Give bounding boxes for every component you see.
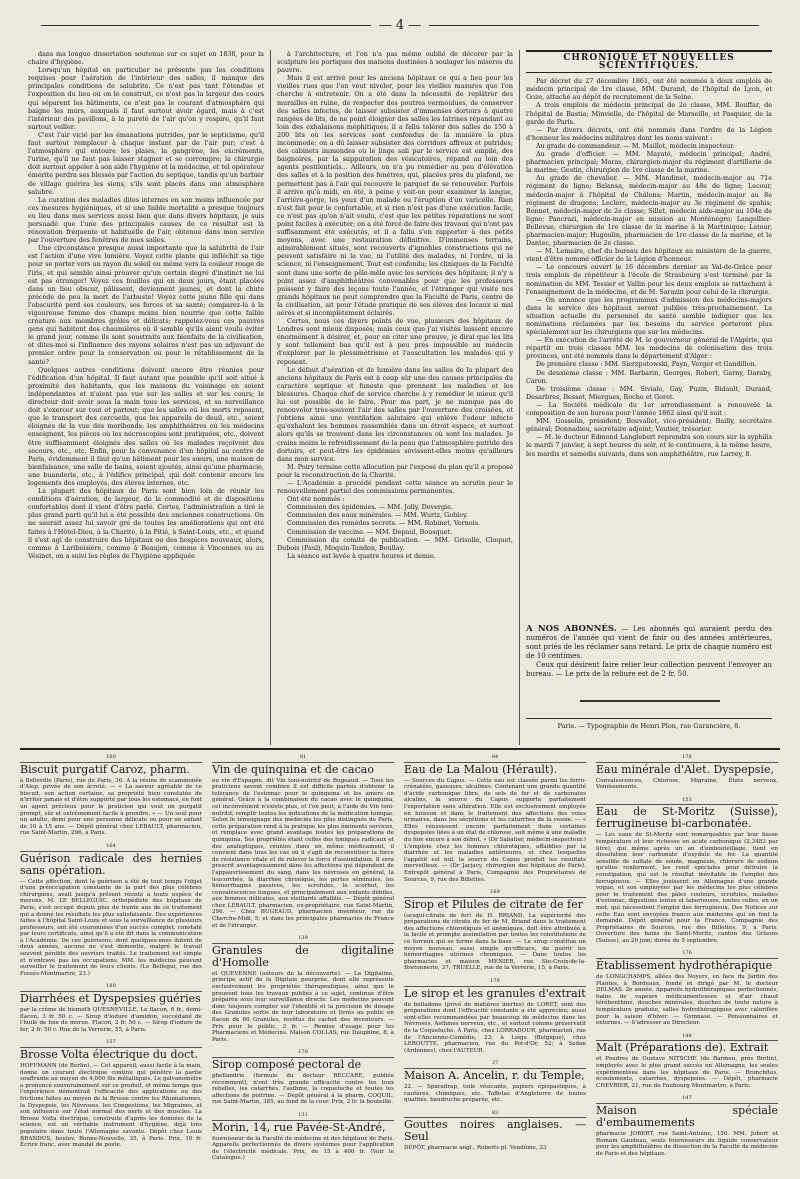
advertisement: [404, 1060, 586, 1103]
advertisement: [404, 1110, 586, 1152]
column-divider: [270, 50, 271, 745]
ad-column: [20, 754, 202, 1169]
ad-headline: Eau de La Malou (Hérault).: [404, 762, 586, 776]
advertisement: [596, 1033, 778, 1090]
paragraph: M. Poiry termine cette allocution par l'exposé du plan qu'il a proposé pour la reconstruction de la Charité.: [277, 462, 513, 479]
ad-headline: Eau de St-Moritz (Suisse), ferrugineuse bi-carbonatée.: [596, 805, 778, 831]
ads-top-rule: [20, 748, 780, 750]
advertisement: [404, 754, 586, 883]
ad-headline: Guérison radicale des hernies sans opération.: [20, 851, 202, 877]
ad-body: et Poudres de Gustave NITSCHE (de Barmen, près Berlin), employés avec le plus grand succès en Allemagne, les seules expérimentées dans les hôpitaux de Paris. — Bronchites, écoulements, catarrhes, dyspepsies. — Dépôt, pharmacie CHEVRIER, 21, rue du Faubourg Montmartre, à Paris.: [596, 1056, 778, 1089]
ad-column: [596, 754, 778, 1169]
ad-body: phellandrie (formule du docteur BECCARE, publiée récemment), n'ont très grande efficacité contre les toux rebelles, les catarrhes, l'asthme, la coqueluche et toutes les affections de poitrine. — Dépôt général à la pharm. COQUIL, rue Saint-Martin, 385, au fond de la cour. Prix, 2 fr. la bouteille.: [212, 1072, 394, 1106]
imprint: Paris. — Typographie de Henri Plon, rue Garancière, 8.: [526, 718, 772, 730]
ad-number: 170: [298, 1049, 308, 1056]
advertisement: [596, 754, 778, 791]
ad-headline: Sirop composé pectoral de: [212, 1057, 394, 1071]
ornament-divider: [580, 700, 720, 706]
article-column-2: [277, 50, 513, 640]
abonnes-text2: Ceux qui désirent faire relier leur collection peuvent l'envoyer au bureau. — Le prix de la reliure est de 2 fr. 50.: [526, 661, 772, 678]
ad-number: 176: [682, 950, 692, 957]
ad-headline: Biscuit purgatif Caroz, pharm.: [20, 762, 202, 776]
ad-number: 139: [298, 935, 308, 942]
advertisement: [596, 1095, 778, 1157]
paragraph: Ont été nommés :: [287, 495, 345, 504]
advertisement: [596, 950, 778, 1026]
paragraph: De troisième classe : MM. Siviale, Gay, Puzin, Bidault, Durand, Desarbres, Besset, Miergues, Roche et Goret.: [526, 384, 772, 401]
paragraph: Mais il est arrivé pour les anciens hôpitaux ce qui a lieu pour les vieilles rues que l'on veut niveler, pour les vieilles masures que l'on cherche à entretenir. On a été dans la nécessité de replâtrer des murailles en ruine, de respecter des poutres vermoulues, de conserver des salles infectes, de laisser subsister d'immenses dortoirs à quatre rangées de lits, de ne point éloigner des salles les latrines répandant au loin des exhalaisons méphitiques; il a fallu tolérer des salles de 150 à 200 lits où les services sont confondus de la manière la plus incommode; on a dû laisser subsister des corridors affreux et putrides; des cabinets immondes où le linge sali par le service est empilé, des baignoires, par la suppuration des vésicatoires, répand au loin des agents pestilentiels... Ailleurs, on n'a pu remédier au peu d'élévation des salles et à la position des fenêtres, qui, placées près du plafond, ne permettent pas à l'air qui recouvre le parquet de se renouveler. Parfois il arrive qu'à midi, en été, à peine y voit-on pour examiner la langue, l'arrière-gorge, les yeux d'un malade ou l'éruption d'un varicelle. Rien n'est fait pour le confortable, et si rien n'est pas d'une exécution facile, ce n'est pas qu'on n'ait voulu, c'est que les petites réparations ne sont point faciles à exécuter; on a été forcé de faire des travaux qui n'ont pas suffisamment été exécutés, et il a fallu s'en rapporter à des petits moyens, avec une restauration définitive. D'immenses terrains, admirablement situés, sont recouverts d'ignobles constructions qui ne peuvent satisfaire ni la vue, ni l'utilité des malades, ni l'ordre, ni la science, ni l'enseignement. Tout est confondu; les cliniques de la Faculté sont dans une sorte de pêle-mêle avec les services des hôpitaux; il n'y a point assez d'amphithéâtres convenables pour que les professeurs puissent y faire des leçons toute l'année, et l'étranger qui visite nos grands hôpitaux ne peut comprendre que la Faculté de Paris, centre de la civilisation, ait pour l'étude pratique de ses élèves des locaux si mal aérés et si incomplètement éclairés.: [277, 74, 513, 317]
paragraph: — On annonce que les programmes d'admission des médecins-majors dans le service des hôpitaux seront publiés très-prochainement. La situation actuelle du personnel de santé semble indiquer que les nominations réclamées par les besoins du service porteront plus spécialement sur les chirurgiens que sur les médecins.: [526, 295, 772, 337]
ad-body: à Belleville (Paris), rue de Paris, 36. A la résine de scammonée d'Alep, privée de son âcreté. — « La saveur agréable de ce biscuit, son action certaine, sa propriété bien constatée de n'irriter jamais et d'être supporté par tous les estomacs, en font un agent précieux pour le praticien qui veut un purgatif prompt, sûr et extrêmement facile à prendre. » — Un seul pour un adulte, demi pour une personne délicate ou pour un enfant de 10 à 15 ans. — Dépôt général chez LEBAULT, pharmacien, rue Saint-Martin, 296, à Paris.: [20, 777, 202, 837]
paragraph: à l'architecture, et l'on n'a pas même oublié de décorer par la sculpture les portiques des maisons destinées à soulager les misères du pauvre.: [277, 50, 513, 75]
paragraph: Au grade de chevalier. — MM. Mandinet, médecin-major au 71e régiment de ligne; Balansa, médecin-major au 48e de ligne; Lecour, médecin-major à l'hôpital de Châlons; Martin, médecin-major au 8e régiment de dragons; Leclerc, médecin-major au 3e régiment de spahis; Bonnet, médecin-major de 2e classe; Sillet, médecin aide-major au 104e de ligne; Pancrazi, médecin-major en mission au Monténégro; Langellier-Bellevue, chirurgien de 1re classe de la marine à la Martinique; Latour, pharmacien-major; Hugoulin, pharmacien de 1re classe de la marine, et le Dantec, pharmacien de 2e classe.: [526, 174, 772, 248]
advertisement: [596, 797, 778, 945]
ad-body: — Les eaux de St-Moritz sont remarquables par leur basse température et leur richesse en acide carbonique (2,3483 par litre), qui même après un an d'embouteillage, tient en dissolution leur carbonate d'oxydule de fer. La quantité sensible de sulfate de soude, magnésie, chlorure de sodium qu'elles renferment, les rend spéciales pour détruire la constipation, qui est le résultat inévitable de l'emploi des ferrugineux. — Elles jouissent en Allemagne d'une grande vogue, et son employées par les médecins les plus célèbres pour le traitement des pâles couleurs, scrofules, maladies d'estomac, digestions lentes et laborieuses, toutes celles, en un mot, qui nécessitent l'emploi des ferrugineux. Des Notices sur cette Eau sont envoyées franco aux médecins qui en font la demande. Dépôt général pour la France, Compagnie des Propriétaires de Sources, rue des Billettes, 9, à Paris. Ouverture des bains de Saint-Moritz, canton des Grisons (Suisse), au 20 juin; durée du 5 septembre.: [596, 832, 778, 944]
advertisements: [20, 754, 780, 1169]
ad-number: 37: [491, 1060, 499, 1067]
ad-headline: Le sirop et les granules d'extrait: [404, 986, 586, 1000]
paragraph: La plupart des hôpitaux de Paris sont bien loin de réunir les conditions d'aération, de largeur, de la commodité et de dispositions confortables dont il vient d'être parlé. Certes, l'administration a tiré le plus grand parti qu'il lui a été possible des anciennes constructions. On ne saurait assez lui savoir gré de toutes les améliorations qui ont été faites à l'Hôtel-Dieu, à la Charité, à la Pitié, à Saint-Louis, etc., et quand il s'est agi de construire des hôpitaux ou des hospices nouveaux, alors, comme à Lariboisière, comme à Beaujon, comme à Vincennes ou au Vésinet, on a suivi les règles de l'hygiène appliquée: [28, 487, 264, 560]
ad-number: 157: [106, 1039, 116, 1046]
ad-number: 81: [299, 754, 307, 760]
abonnes-title: A NOS ABONNÉS.: [526, 624, 617, 634]
paragraph: — La Société médicale du 1er arrondissement a renouvelé la composition de son bureau pour l'année 1862 ainsi qu'il suit :: [526, 400, 772, 418]
ad-body: — Sources du Capus. — Cette eau est classée parmi les ferro-crénatées, gazeuses, alcalines. Contenant une grande quantité d'acide carbonique libre, de sels de fer et de carbonates alcalins, la source du Capus supporte parfaitement l'exportation sans altération. Elle est exclusivement employée en boisson et dans le traitement des affections des voies urinaires, dans les sécrétions et les catarrhes de la vessie. — « Elles réussissent encore parfaitement dans certaines dyspepsies liées à un état de chlorose, soit même à une maladie du foie encore à son début. » (Dr Sabatier, médecin-inspecteur.) L'emploie chez les femmes chlorotiques, affaiblies par la diarrhée et les maladies antérieures, et chez lesquelles l'appétit est nul, la source du Capus produit les résultats merveilleux. — (Dr Jarjavy, chirurgien des hôpitaux de Paris). Entrepôt général à Paris, Compagnie des Propriétaires de Sources, 9, rue des Billettes.: [404, 777, 586, 883]
column-divider: [519, 50, 520, 745]
ad-body: de LONGCHAMPS, allées des Noyers, en face du Jardin des Plantes, à Bordeaux, fondé et dirigé par M. le docteur DELMAS. 2e année. Appareils hydrothérapiques perfectionnés, bains de vapeurs médicamenteuses et d'air chaud térébenthiné, douches minérales, douches de toute nature à température graduée, salles hydrothérapiques avec calorifère pour la saison d'hiver. — Gymnase. — Pensionnaires et externes. — S'adresser au Directeur.: [596, 974, 778, 1027]
ad-column: [404, 754, 586, 1169]
ad-headline: Morin, 14, rue Pavée-St-André,: [212, 1120, 394, 1134]
page-number: — 4 —: [0, 18, 800, 33]
ad-body: pharmacie JOBERT, rue Saint-Antoine, 150. MM. Jobert et Romain Gaudeau, seuls fournisseurs du liquide conservateur pour les amphithéâtres de dissection de la Faculté de médecine de Paris et des hôpitaux.: [596, 1130, 778, 1157]
paragraph: Commission des eaux minérales. — MM. Wurtz, Gobley.: [287, 511, 468, 520]
ad-number: 147: [682, 1095, 692, 1102]
advertisement: [20, 754, 202, 837]
paragraph: — Par divers décrets, ont été nommés dans l'ordre de la Légion d'honneur les médecins militaires dont les noms suivent :: [526, 125, 772, 142]
paragraph: dans ma longue dissertation soutenue sur ce sujet en 1838, pour la chaire d'hygiène.: [28, 50, 264, 67]
ad-headline: Maison spéciale d'embaumements: [596, 1103, 778, 1129]
ad-number: 83: [491, 1109, 499, 1116]
ad-headline: Gouttes noires anglaises. — Seul: [404, 1118, 586, 1144]
ad-body: fournisseur de la Faculté de médecine et des hôpitaux de Paris. Appareils perfectionnés de divers systèmes pour l'application de l'électricité médicale. Prix, de 15 à 400 fr. (Voir le Catalogue.): [212, 1135, 394, 1162]
advertisement: [20, 843, 202, 978]
advertisement: [404, 978, 586, 1054]
ad-headline: Maison A. Ancelin, r. du Temple,: [404, 1068, 585, 1082]
ad-number: 148: [682, 1032, 692, 1039]
advertisement: [212, 1112, 394, 1162]
paragraph: La curation des maladies dites internes en son moins influencée par ces mesures hygiéniques, et si une faible mortalité a presque toujours eu lieu dans mes services aussi bien que dans divers hôpitaux, je suis persuadé que l'une des principales causes de ce résultat est la rénovation fréquente et habituelle de l'air, obtenue dans mon service par l'ouverture des fenêtres de mes salles.: [28, 195, 264, 245]
chronicle-body: [526, 77, 772, 457]
paragraph: La séance est levée à quatre heures et demie.: [287, 551, 436, 560]
ad-number: 84: [491, 754, 499, 760]
abonnes-notice: [526, 615, 772, 695]
paragraph: — M. le docteur Edmond Langlebert reprendra son cours sur la syphilis le mardi 7 janvier, à sept heures du soir, et le continuera, à la même heure, les mardis et samedis suivants, dans son amphithéâtre, rue Larrey, 8.: [526, 433, 772, 458]
paragraph: MM. Gosselin, président; Bouvallet, vice-président; Bailly, secrétaire général; Donnadieu, secrétaire adjoint; Vautier, trésorier.: [526, 417, 772, 434]
ad-headline: Sirop et Pilules de citrate de fer: [404, 897, 586, 911]
ad-body: Convalescences, Chlorose, Migraine, États nerveux, Vomissements.: [596, 777, 778, 791]
paragraph: Commission de vaccine. — MM. Depaul, Bousquet.: [287, 527, 453, 536]
paragraph: Commission du comité de publication. — MM. Grisolle, Cloquet, Dubois (Paul), Moquin-Tandon, Boullay.: [277, 535, 513, 552]
ad-body: (sesqui-citrate de fer) de H. BRIAND. La supériorité des préparations de citrate de fer de M. Briand dans le traitement des affections chlorotiques et anémiques, doit être attribuée à la facile et prompte assimilation par toutes les constitutions de ce ferreux qui se forme dans la base. — Le sirop constitue un moyen nouveau, aussi simple qu'efficace, de guérir les hémorrhagies utérines chroniques. — Dans toutes les pharmacies et maison MENIER, rue Ste-Croix-de-la-Bretonnerie, 37; TRUELLE, rue de la Verrerie, 15, à Paris.: [404, 912, 586, 972]
ad-body: et QUEVENNE (auteurs de la découverte). — La Digitaline, principe actif de la Digitale pourprée, dont elle représente exclusivement les propriétés thérapeutiques, ainsi que le prouvent tous les travaux publiés à ce sujet, continue d'être préparée sous leur surveillance directe. Les médecins peuvent donc toujours compter sur l'identité et la précision de dosage des Granules sortis de leur laboratoire et livrés au public en flacon de 60 Granules, revêtus du cachet des inventeurs. — Prix pour le public, 3 fr. — Remise d'usage pour les Pharmaciens et Médecins. Maison COLLAS, rue Dauphine, 8, à Paris.: [212, 970, 394, 1043]
ad-headline: Diarrhées et Dyspepsies guéries: [20, 992, 201, 1006]
ad-number: 153: [682, 796, 692, 803]
ad-number: 180: [106, 983, 116, 990]
ad-headline: Eau minérale d'Alet. Dyspepsie,: [596, 762, 778, 776]
ad-body: de belladone (privé de matières inertes) de LORET, sont des préparations dont l'efficacité constante a été appréciée; aussi sont-elles recommandées par beaucoup de médecins dans les Névroses, Asthmes nerveux, etc., et surtout comme préservatif de la Coqueluche. A Paris, chez LORRADOUR, pharmacien, rue de l'Ancienne-Comédie, 23; à Liège (Belgique), chez LEROUTTE, pharmacien, rue du Pot-d'Or, 52; à Sedan (Ardennes), chez l'AUTEUR.: [404, 1001, 586, 1054]
paragraph: Commission des remèdes secrets. — MM. Robinet, Vernois.: [287, 519, 481, 528]
paragraph: Commission des épidémies. — MM. Jolly, Devergie.: [287, 503, 453, 512]
ad-number: 179: [490, 978, 500, 985]
paragraph: — L'Académie a procédé pendant cette séance au scrutin pour le renouvellement partiel des commissions permanentes.: [277, 478, 513, 496]
ad-headline: Établissement hydrothérapique: [596, 958, 778, 972]
ad-headline: Vin de quinquina et de cacao: [212, 762, 394, 776]
advertisement: [20, 983, 202, 1033]
ad-number: 164: [106, 842, 116, 849]
advertisement: [20, 1039, 202, 1148]
advertisement: [212, 1049, 394, 1106]
paragraph: — En exécution de l'arrêté de M. le gouverneur général de l'Algérie, qui répartit en trois classes MM. les médecins de colonisation des trois provinces, ont été nommés dans le département d'Alger :: [526, 336, 772, 361]
paragraph: — Le concours ouvert le 16 décembre dernier au Val-de-Grâce pour trois emplois de répétiteur à l'école de Strasbourg s'est terminé par la nomination de MM. Tessier et Vallin pour les deux emplois se rattachant à l'enseignement de la médecine, et de M. Sarazin pour celui de la chirurgie.: [526, 263, 772, 296]
advertisement: [212, 935, 394, 1043]
paragraph: — M. Lemaire, chef du bureau des hôpitaux au ministère de la guerre, vient d'être nommé officier de la Légion d'honneur.: [526, 247, 772, 264]
paragraph: De deuxième classe : MM. Barbarin, Georges, Robert, Garny, Daraby, Caron.: [526, 368, 772, 385]
paragraph: Lorsqu'un hôpital en particulier ne présente pas les conditions requises pour l'aération de l'intérieur des salles, il manque des principales conditions de salubrité. Ce n'est pas tant l'étendue et l'exposition du lieu où on le construit, ce n'est pas la largeur des cours qui séparent les bâtiments, ce n'est pas le courant d'atmosphère qui baigne les murs, auxquels il faut surtout avoir égard, mais à c'est l'intérieur des pavillons, à la pureté de l'air qu'on y respire, qu'il faut surtout veiller.: [28, 66, 264, 131]
paragraph: De première classe : MM. Sierzputowski, Payn, Verger et Gandillon.: [536, 360, 757, 369]
advertisement: [212, 754, 394, 929]
abonnes-text: — Les abonnés qui auraient perdu des numéros de l'année qui vient de finir ou des années antérieures, sont priés de les réclamer sans retard. Le prix de chaque numéro est de 10 centimes.: [526, 625, 772, 660]
ad-number: 169: [490, 889, 500, 896]
paragraph: Par décret du 27 décembre 1861, ont été nommés à deux emplois de médecin principal de 1re classe, MM. Durand, de l'hôpital de Lyon, et Goze, attaché au dépôt de recrutement de la Seine.: [526, 77, 772, 102]
paragraph: C'est l'air vicié par les émanations putrides, par le septicisme, qu'il faut surtout remplacer à chaque instant par de l'air pur; c'est à l'atmosphère qui entoure les plaies, la gangrène, les excréments, l'urine, qu'il ne faut pas laisser stagner et se corrompre; la chirurgie doit surtout appeler à son aide l'hygiène et la médecine, et tel opérateur émérite perdra ses blessés par l'action du septique, tandis qu'un barbier de village guérira les siens, s'ils sont placés dans une atmosphère salubre.: [28, 130, 264, 196]
ad-headline: Malt (Préparations de). Extrait: [596, 1040, 778, 1054]
ad-body: 22. — Sparadrap, toile vésicante, papiers épispastiques, à cautères, chimiques, etc. Taffetas d'Angleterre de toutes qualités, baudruche préparée, etc.: [404, 1083, 586, 1104]
paragraph: A trois emplois de médecin principal de 2e classe, MM. Bouffar, de l'hôpital de Bastia; Minvielle, de l'hôpital de Marseille, et Pasquier, de la garde de Paris.: [526, 101, 772, 126]
chronicle-column: [526, 50, 772, 640]
ad-number: 131: [298, 1111, 308, 1118]
ad-body: HOFFMANN (de Berlin). — Cet appareil, aussi facile à la main, donne un courant électrique continu qui pénètre la partie souffrante au moyen de 4,000 fils métalliques. Le galvanomètre a prononcé souverainement sur ce produit, et même temps que l'expérience démontrait l'efficacité des applications ou des frictions faites au moyen de la Brosse contre les Rhumatismes, la Dyspepsie, les Névroses, les Congestions, les Migraines, et son influence sur l'état normal des nerfs et des muscles. La Brosse Volta électrique, construite d'après les données de la science, est un véritable instrument d'hygiène, déjà très populaire dans toute l'Allemagne savante. Dépôt chez Louis BRANDUS, boulev. Bonne-Nouvelle, 35, à Paris. Prix, 10 fr. Écrire franc, avec mandat de poste.: [20, 1063, 202, 1149]
article-column-1: [28, 50, 264, 640]
chronicle-title: CHRONIQUE ET NOUVELLES SCIENTIFIQUES.: [526, 50, 772, 73]
ad-body: par la crème de bismuth QUESNEVILLE. Le flacon, 6 fr., demi-flacon, 3 fr. 50 c. — Sirop d'iodure d'amidon, succédané de l'huile de foie de morue. Flacon, 2 fr. 50 c. — Sirop d'iodure de fer, 2 fr. 50 c. Rue de la Verrerie, 55, à Paris.: [20, 1007, 202, 1033]
ad-body: au vin d'Espagne, dit Vin toni-nutritif de Bugeaud. — Tous les praticiens savent combien il est difficile parfois d'obtenir la tolérance de l'estomac pour le quinquina et les amers en général. Grâce à la combinaison du cacao avec le quinquina, cet inconvénient n'existe plus, et l'on peut, à l'aide du Vin toni-nutritif, remplir toutes les indications de la médication tonique. Selon le témoignage des médecins les plus distingués de Paris, cette préparation rend à la pratique les plus éminents services, et remplace avec grand avantage toutes les préparations de quinquina. Ses propriétés étant celles des toniques radicaux et des analeptiques, réunies dans un même médicament, il convient dans tous les cas où il s'agit de reconstituer la force de résistance vitale et de relever la force d'assimilation. Il sera prescrit avantageusement dans les affections qui dépendent de l'appauvrissement du sang, dans les névroses en général, la leucorrhée, la diarrhée chronique, les pertes séminales, les hémorrhagies passives, les scrofules, le scorbut, les convalescences longues, et principalement aux enfants débiles, aux femmes délicates, aux vieillards affaiblis. — Dépôt général chez LEBAULT, pharmacien, ex-propriétaire, rue Saint-Martin, 296. — Chez BUGEAUD, pharmacien inventeur, rue du Cherche-Midi, 5; et dans les principales pharmacies de France et de l'étranger.: [212, 777, 394, 929]
ad-headline: Brosse Volta électrique du doct.: [20, 1047, 202, 1061]
paragraph: Au grade d'officier. — MM. Mayaté, médecin principal; André, pharmacien principal; Moras, chirurgien-major du régiment d'artillerie de la marine; Gestin, chirurgien de 1re classe de la marine.: [526, 150, 772, 175]
ad-column: [212, 754, 394, 1169]
ad-number: 178: [682, 754, 692, 760]
paragraph: Le défaut d'aération et de lumière dans les salles de la plupart des anciens hôpitaux de Paris est à coup sûr une des causes principales du caractère septique et funeste que prennent les maladies et les blessures. Chaque chef de service cherche à y remédier le mieux qu'il lui est possible de le faire. Pour ma part, je ne manque pas de renouveler très-souvent l'air des salles par l'ouverture des croisées, et j'obtiens ainsi une ventilation salutaire qui enlève l'odeur infecte qu'exhalent les hommes rassemblés dans un étroit espace, et surtout alors qu'ils se trouvent dans les circonstances où sont les malades. Je crains moins le refroidissement de la peau que l'atmosphère putride des dortoirs, et peut-être les épidémies sévissent-elles moins qu'ailleurs dans mon service.: [277, 365, 513, 463]
paragraph: Une circonstance presque aussi importante que la salubrité de l'air est l'action d'une vive lumière. Voyez cette plante qui infléchit sa tige pour se porter vers un rayon du soleil ou même vers la couleur rouge de l'iris, et qui semble ainsi prouver qu'un certain degré d'instinct ne lui est pas étranger! Voyez ces feuilles qui en deux jours, étant placées dans un lieu obscur, pâlissent, deviennent jaunes, et dont la chute précède de peu la mort de l'arbuste! Voyez cette jeune fille qui dans l'obscurité perd ses couleurs, ses forces et sa santé; comparez-la à la vigoureuse femme des champs moins bien nourrie que cette faible créature aux membres grêles et délicats; rappelez-vous ces pauvres gens qui habitent des chaumières où il semble qu'ils aient voulu éviter le grand jour, comme ils sont soustraits aux bienfaits de la civilisation, et dites-moi si l'influence des rayons solaires n'est pas un adjuvant de premier ordre pour la conservation ou pour le rétablissement de la santé?: [28, 244, 264, 366]
paragraph: Quelques autres conditions doivent encore être réunies pour l'édification d'un hôpital. Il faut autant que possible qu'il soit situé à proximité des habitants, que les maisons du voisinage en soient indépendantes et n'aient pas vue sur les salles et sur les cours; le directeur doit avoir sous la main tous les services, et sa surveillance doit s'exercer sur tout et partout; que les salles où les morts reposent, que le transport des cercueils, que les appareils de deuil, etc., soient éloignés de la vue des moribonds; les amphithéâtres où les médecins enseignent, les pièces où les nécroscopies sont pratiquées, etc., doivent être suffisamment éloignés des salles où les malades reçoivent des secours, etc., etc. Enfin, pour la convenance d'un hôpital au centre de Paris, évidemment il faut qu'un bâtiment pour les sœurs, une maison de bienfaisance, une salle de bains, soient ajoutés, ainsi qu'une pharmacie, une buanderie, etc., à l'édifice principal, qui doit contenir encore les logements des employés, des élèves internes, etc.: [28, 365, 264, 487]
paragraph: Certes, nous ces divers points de vue, plusieurs des hôpitaux de Londres sont mieux disposés; mais ceux que j'ai visités laissent encore énormément à désirer, et, pour en citer une preuve, je dirai que les lits y sont tellement bas qu'il est à peu près impossible au médecin d'explorer par le plessimétrisme et l'auscultation les malades qui y reposent.: [277, 317, 513, 366]
ad-headline: Granules de digitaline d'Homolle: [212, 943, 394, 969]
paragraph: Au grade de commandeur. — M. Maillot, médecin inspecteur.: [536, 141, 735, 150]
ad-body: — Cette affection, dont la guérison a été de tout temps l'objet d'une préoccupation constante de la part des plus célèbres chirurgiens, avait jusqu'à présent résisté à toute espèce de moyens. M. LE BELLEGUIC, orthopédiste des hôpitaux de Paris, s'est occupé depuis plus de trente ans de ce traitement qui a donné les résultats les plus satisfaisants. Des expériences faites à l'hôpital Saint-Louis et sous la surveillance de plusieurs professeurs, ont été couronnées d'un succès complet, constaté par leurs certificats, ainsi qu'il a été dit dans la communication à l'Académie. De ces guérisons, dont quelques-unes datent de deux années, aucune ne s'est démentie, malgré le travail souvent pénible des ouvriers traités. Le traitement est simple et n'entrave pas les occupations. MM. les médecins peuvent surveiller le traitement de leurs clients. (Le Bellegui, rue des Fossés-Montmartre, 23.): [20, 878, 202, 977]
advertisement: [404, 889, 586, 972]
ad-number: 160: [106, 754, 116, 760]
ad-body: DÉPÔT, pharmacie angl., Roberts pl. Vendôme, 23: [404, 1145, 547, 1152]
